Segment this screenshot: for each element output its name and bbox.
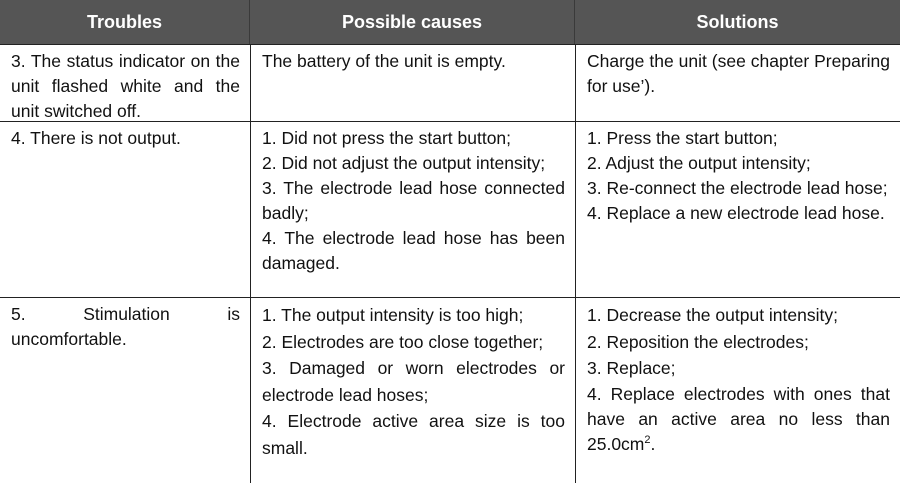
cause-item: 1. The output intensity is too high; — [262, 305, 524, 325]
trouble-cell — [0, 45, 250, 121]
cause-item: 4. The electrode lead hose has been damaged. — [262, 228, 565, 273]
solution-item: 3. Replace; — [587, 358, 676, 378]
cause-item: 2. Electrodes are too close together; — [262, 331, 544, 352]
solution-item: 4. Replace a new electrode lead hose. — [587, 203, 885, 223]
trouble-cell — [0, 298, 250, 483]
causes-cell — [250, 298, 575, 483]
solution-item: 1. Decrease the output intensity; — [587, 305, 838, 325]
cause-item: The battery of the unit is empty. — [262, 51, 506, 71]
table-header — [0, 0, 900, 44]
header-solutions: Solutions — [696, 11, 779, 32]
causes-cell — [250, 45, 575, 121]
table-row — [0, 121, 900, 297]
solution-suffix: . — [650, 433, 656, 454]
header-possible-causes: Possible causes — [250, 0, 575, 44]
solution-item: 1. Press the start button; — [587, 128, 778, 148]
cause-item: 3. Damaged or worn electrodes or electrode lead hoses; — [262, 358, 565, 405]
trouble-text: 5. Stimulation is uncomfortable. — [11, 304, 240, 349]
solution-item: 2. Adjust the output intensity; — [587, 153, 811, 173]
solution-item: 2. Reposition the electrodes; — [587, 331, 809, 352]
trouble-text: 3. The status indicator on the unit flashed white and the unit switched off. — [11, 51, 240, 121]
solutions-cell — [575, 45, 900, 121]
solution-item-text: 4. Replace electrodes with ones that have an active area no less than 25.0cm — [587, 383, 890, 454]
superscript: 2 — [644, 433, 651, 446]
trouble-cell — [0, 122, 250, 297]
solution-item — [587, 382, 890, 457]
cause-item: 4. Electrode active area size is too small. — [262, 411, 565, 458]
solution-item: 3. Re-connect the electrode lead hose; — [587, 178, 888, 198]
solution-item: Charge the unit (see chapter Preparing for use’). — [587, 51, 890, 96]
solutions-cell — [575, 298, 900, 483]
table-row — [0, 44, 900, 121]
cause-item: 2. Did not adjust the output intensity; — [262, 153, 546, 173]
cause-item: 3. The electrode lead hose connected badly; — [262, 178, 565, 223]
table-row — [0, 297, 900, 483]
causes-cell — [250, 122, 575, 297]
header-troubles: Troubles — [0, 0, 250, 44]
cause-item: 1. Did not press the start button; — [262, 128, 512, 148]
trouble-text: 4. There is not output. — [11, 128, 181, 148]
solutions-cell — [575, 122, 900, 297]
